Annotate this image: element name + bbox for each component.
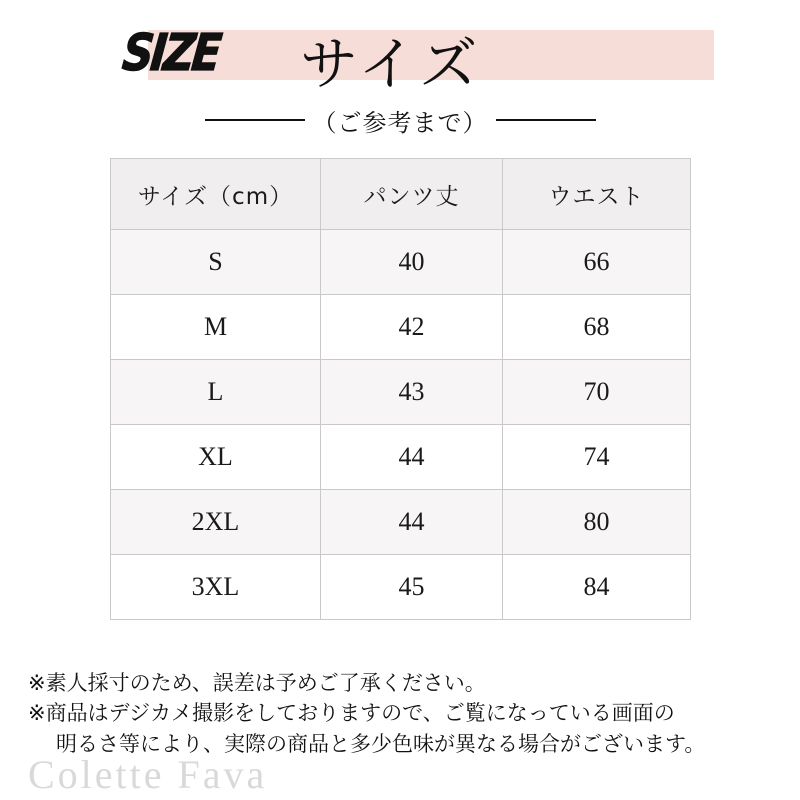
table-row: [111, 295, 691, 360]
size-table-container: [110, 158, 690, 620]
table-row: [111, 360, 691, 425]
rule-left: [205, 119, 305, 121]
table-row: [111, 555, 691, 620]
note-measurement: ※素人採寸のため、誤差は予めご了承ください。: [28, 671, 486, 695]
cell-pants-length: 44: [321, 490, 503, 555]
notes: [28, 668, 788, 759]
cell-waist: 70: [503, 360, 691, 425]
watermark: Colette Fava: [28, 752, 268, 797]
column-header-pants-length: パンツ丈: [321, 159, 503, 230]
table-row: [111, 230, 691, 295]
table-row: [111, 425, 691, 490]
cell-size: L: [111, 360, 321, 425]
cell-pants-length: 42: [321, 295, 503, 360]
page-title: サイズ: [300, 30, 482, 98]
column-header-size: サイズ（cm）: [111, 159, 321, 230]
cell-pants-length: 44: [321, 425, 503, 490]
cell-size: M: [111, 295, 321, 360]
cell-waist: 74: [503, 425, 691, 490]
cell-waist: 84: [503, 555, 691, 620]
note-color-line2: 明るさ等により、実際の商品と多少色味が異なる場合がございます。: [56, 731, 706, 756]
table-header-row: [111, 159, 691, 230]
table-row: [111, 490, 691, 555]
cell-pants-length: 40: [321, 230, 503, 295]
cell-pants-length: 43: [321, 360, 503, 425]
cell-size: XL: [111, 425, 321, 490]
cell-size: 2XL: [111, 490, 321, 555]
size-badge: SIZE: [119, 24, 222, 83]
column-header-waist: ウエスト: [503, 159, 691, 230]
cell-size: 3XL: [111, 555, 321, 620]
subtitle: （ご参考まで）: [312, 108, 488, 137]
cell-pants-length: 45: [321, 555, 503, 620]
cell-waist: 68: [503, 295, 691, 360]
rule-right: [496, 119, 596, 121]
cell-size: S: [111, 230, 321, 295]
size-table: [110, 158, 691, 620]
note-color-line1: ※商品はデジカメ撮影をしておりますので、ご覧になっている画面の: [28, 701, 675, 726]
cell-waist: 80: [503, 490, 691, 555]
cell-waist: 66: [503, 230, 691, 295]
header: [0, 10, 800, 96]
subtitle-row: [0, 100, 800, 140]
